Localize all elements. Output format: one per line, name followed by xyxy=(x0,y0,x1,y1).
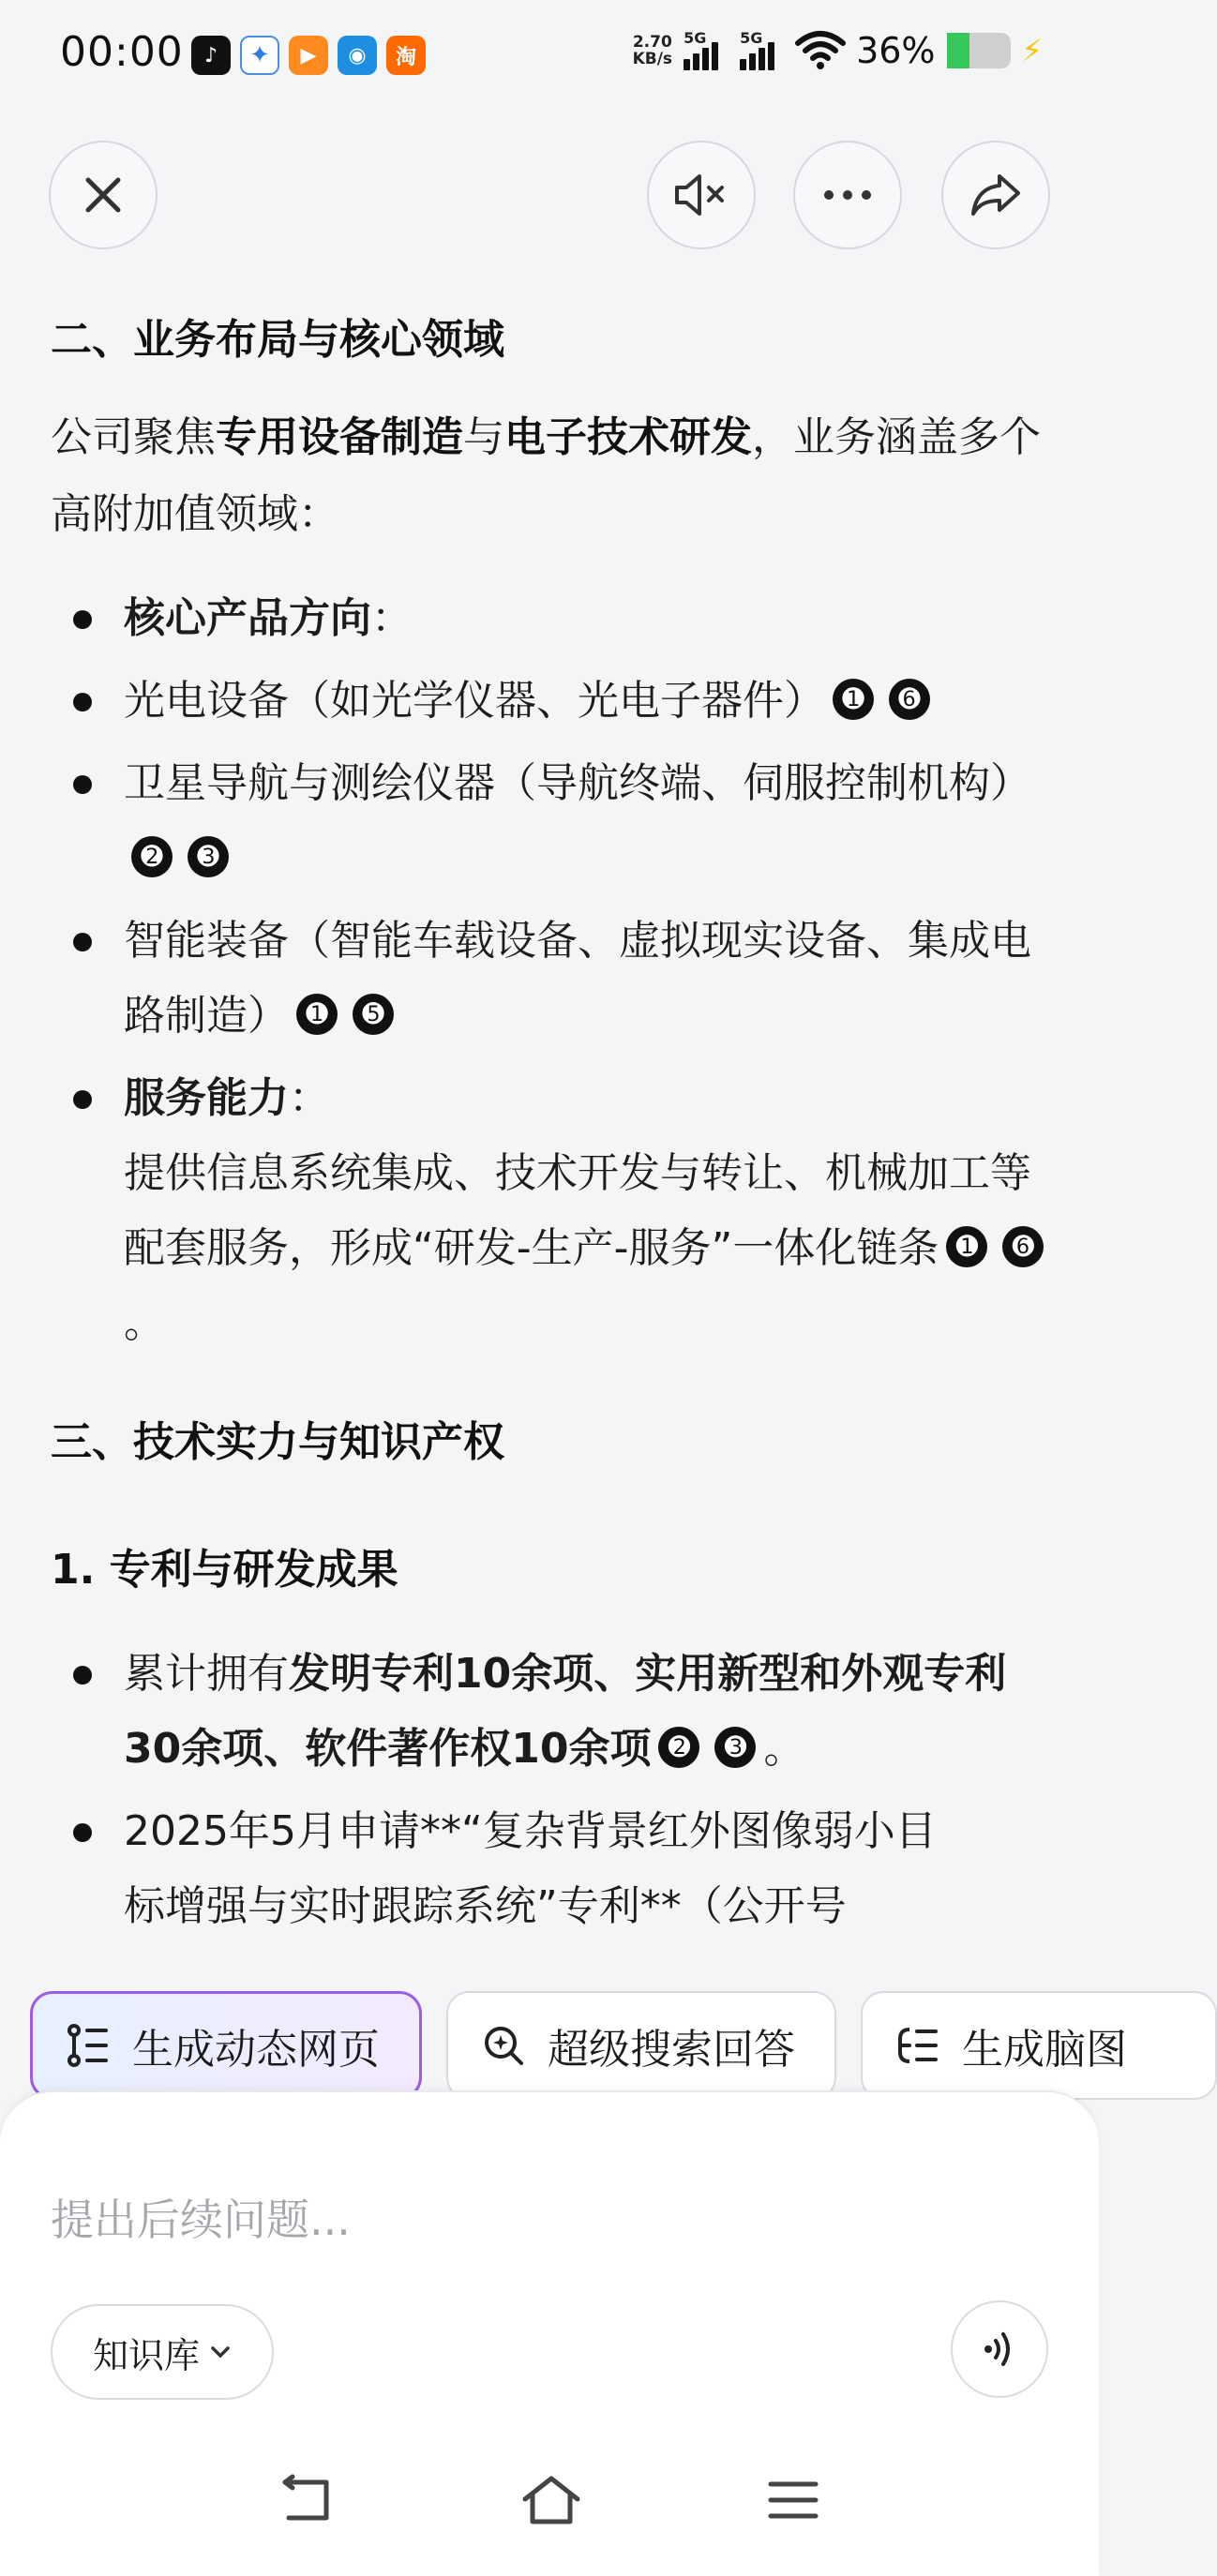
mute-button[interactable] xyxy=(647,141,756,249)
mute-icon xyxy=(673,172,729,218)
section-heading: 三、技术实力与知识产权 xyxy=(51,1418,504,1466)
list-item: 核心产品方向： xyxy=(51,581,1054,656)
network-speed: 2.70 KB/s xyxy=(632,33,673,68)
taobao-icon: 淘 xyxy=(386,36,426,75)
section-heading: 二、业务布局与核心领域 xyxy=(51,316,504,364)
list-item: 2025年5月申请**“复杂背景红外图像弱小目标增强与实时跟踪系统”专利**（公开号 xyxy=(51,1794,1054,1944)
chip-super-search[interactable]: 超级搜索回答 xyxy=(446,1991,836,2100)
list-item: 光电设备（如光学仪器、光电子器件） ➊ ➏ xyxy=(51,664,1054,739)
citation-badge[interactable]: ➎ xyxy=(353,994,394,1035)
chevron-down-icon xyxy=(209,2344,232,2359)
citation-badge[interactable]: ➊ xyxy=(833,679,874,720)
status-bar xyxy=(0,0,1099,112)
answer-content xyxy=(51,281,1054,1944)
voice-button[interactable] xyxy=(951,2300,1048,2398)
clock: 00:00 xyxy=(60,28,184,76)
citation-badge[interactable]: ➏ xyxy=(1002,1226,1044,1267)
battery-icon xyxy=(947,33,1011,68)
home-icon[interactable] xyxy=(521,2475,581,2525)
followup-input[interactable]: 提出后续问题... xyxy=(51,2194,351,2245)
close-button[interactable] xyxy=(49,141,158,249)
battery-percent: 36% xyxy=(856,30,936,71)
close-icon xyxy=(83,174,124,216)
charging-icon: ⚡ xyxy=(1021,33,1043,68)
voice-wave-icon xyxy=(979,2329,1020,2370)
citation-badge[interactable]: ➋ xyxy=(131,836,173,877)
subsection-heading: 1. 专利与研发成果 xyxy=(51,1546,398,1594)
citation-badge[interactable]: ➊ xyxy=(946,1226,987,1267)
more-icon xyxy=(823,189,872,201)
share-icon xyxy=(969,172,1022,217)
chip-mindmap[interactable]: 生成脑图 xyxy=(861,1991,1217,2100)
notification-icons xyxy=(191,36,426,75)
wifi-icon xyxy=(796,32,845,69)
intro-paragraph: 公司聚焦专用设备制造与电子技术研发，业务涵盖多个高附加值领域： xyxy=(51,413,1041,538)
list-item: 累计拥有发明专利10余项、实用新型和外观专利30余项、软件著作权10余项 ➋ ➌ 。 xyxy=(51,1637,1054,1787)
camera-app-icon: ◉ xyxy=(338,36,377,75)
citation-badge[interactable]: ➌ xyxy=(714,1727,756,1768)
citation-badge[interactable]: ➊ xyxy=(296,994,338,1035)
suggestion-chips xyxy=(30,1991,1127,2100)
share-button[interactable] xyxy=(941,141,1050,249)
citation-badge[interactable]: ➏ xyxy=(889,679,930,720)
citation-badge[interactable]: ➌ xyxy=(188,836,229,877)
knowledge-base-button[interactable]: 知识库 xyxy=(51,2304,274,2400)
list-item: 智能装备（智能车载设备、虚拟现实设备、集成电路制造） ➊ ➎ xyxy=(51,904,1054,1054)
search-sparkle-icon xyxy=(482,2024,525,2067)
signal-icon: 5G xyxy=(740,31,785,70)
menu-icon[interactable] xyxy=(767,2475,819,2525)
mindmap-icon xyxy=(896,2024,939,2067)
signal-icon: 5G xyxy=(684,31,729,70)
more-button[interactable] xyxy=(793,141,902,249)
citation-badge[interactable]: ➋ xyxy=(658,1727,699,1768)
list-steps-icon xyxy=(67,2024,110,2067)
list-item: 服务能力： 提供信息系统集成、技术开发与转让、机械加工等配套服务，形成“研发-生产-服务”一体化链条 ➊ ➏。 xyxy=(51,1061,1054,1361)
chip-generate-webpage[interactable]: 生成动态网页 xyxy=(30,1991,422,2100)
bubble-app-icon: ✦ xyxy=(240,36,279,75)
back-icon[interactable] xyxy=(278,2475,334,2525)
video-app-icon: ▶ xyxy=(289,36,328,75)
list-item: 卫星导航与测绘仪器（导航终端、伺服控制机构）➋ ➌ xyxy=(51,746,1054,896)
tiktok-icon: ♪ xyxy=(191,36,231,75)
